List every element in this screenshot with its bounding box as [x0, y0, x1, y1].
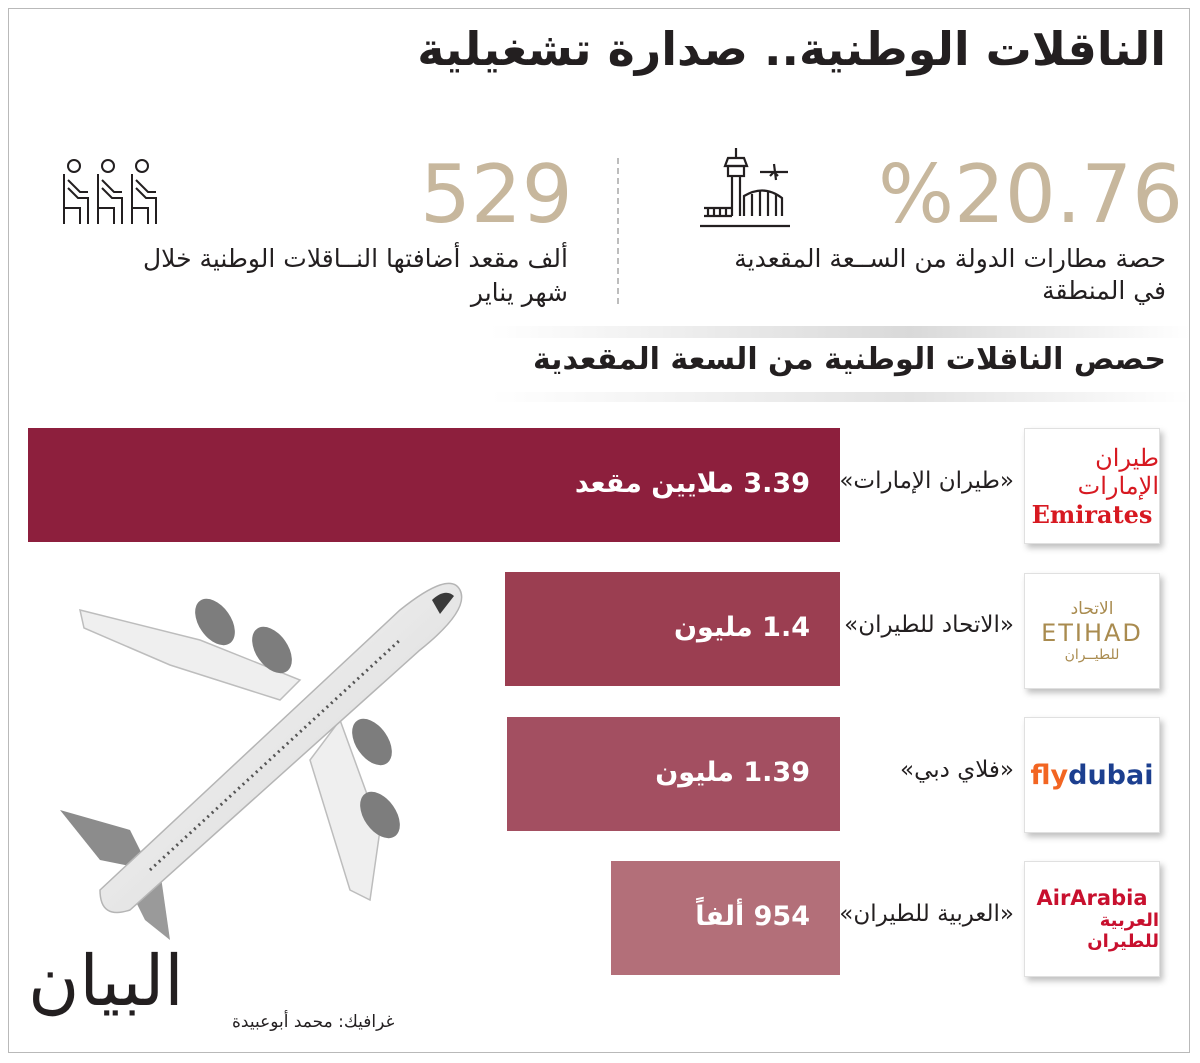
stat-airport-share-line2: في المنطقة [1042, 276, 1166, 305]
emirates-logo-text: Emirates [1031, 499, 1153, 529]
airline-name-3: «العربية للطيران» [839, 901, 1014, 927]
emirates-logo-arabic: طيران الإمارات [1077, 443, 1159, 500]
etihad-logo [1024, 573, 1160, 689]
airplane-illustration [40, 570, 480, 950]
stat-airport-share-line1: حصة مطارات الدولة من الســعة المقعدية [734, 244, 1166, 273]
airport-tower-icon [698, 146, 794, 232]
stat-seats-added-line1: ألف مقعد أضافتها النــاقلات الوطنية خلال [143, 244, 568, 273]
brand-logo: البيان [28, 940, 184, 1022]
airline-name-0: «طيران الإمارات» [839, 468, 1014, 494]
graphic-credit: غرافيك: محمد أبوعبيدة [232, 1012, 395, 1032]
chart-subtitle: حصص الناقلات الوطنية من السعة المقعدية [532, 342, 1166, 377]
airline-name-1: «الاتحاد للطيران» [844, 612, 1014, 638]
bar-value-label-0: 3.39 ملايين مقعد [574, 468, 810, 499]
page-title: الناقلات الوطنية.. صدارة تشغيلية [417, 22, 1166, 76]
airline-name-2: «فلاي دبي» [900, 757, 1014, 783]
etihad-logo-text: ETIHAD [1041, 619, 1143, 647]
seats-icon [58, 158, 164, 230]
stat-seats-added-line2: شهر يناير [470, 278, 568, 307]
bar-value-label-1: 1.4 مليون [674, 612, 810, 643]
flydubai-logo-dubai: dubai [1068, 759, 1154, 791]
etihad-logo-arabic-top: الاتحاد [1070, 599, 1114, 619]
stats-divider [617, 158, 619, 304]
flydubai-logo-fly: fly [1030, 759, 1069, 791]
flydubai-logo-text [1031, 760, 1154, 791]
emirates-logo [1024, 428, 1160, 544]
etihad-logo-arabic-bottom: للطيــران [1064, 647, 1120, 663]
airarabia-logo-arabic: العربية للطيران [1087, 910, 1159, 952]
subtitle-shade-top [490, 326, 1190, 338]
stat-airport-share-value: %20.76 [878, 148, 1184, 241]
bar-value-label-2: 1.39 مليون [655, 757, 810, 788]
airarabia-logo [1024, 861, 1160, 977]
subtitle-shade-bottom [490, 392, 1190, 402]
bar-value-label-3: 954 ألفاً [695, 901, 810, 932]
flydubai-logo [1024, 717, 1160, 833]
airarabia-logo-text: AirArabia [1036, 886, 1148, 910]
stat-seats-added-value: 529 [420, 148, 573, 241]
